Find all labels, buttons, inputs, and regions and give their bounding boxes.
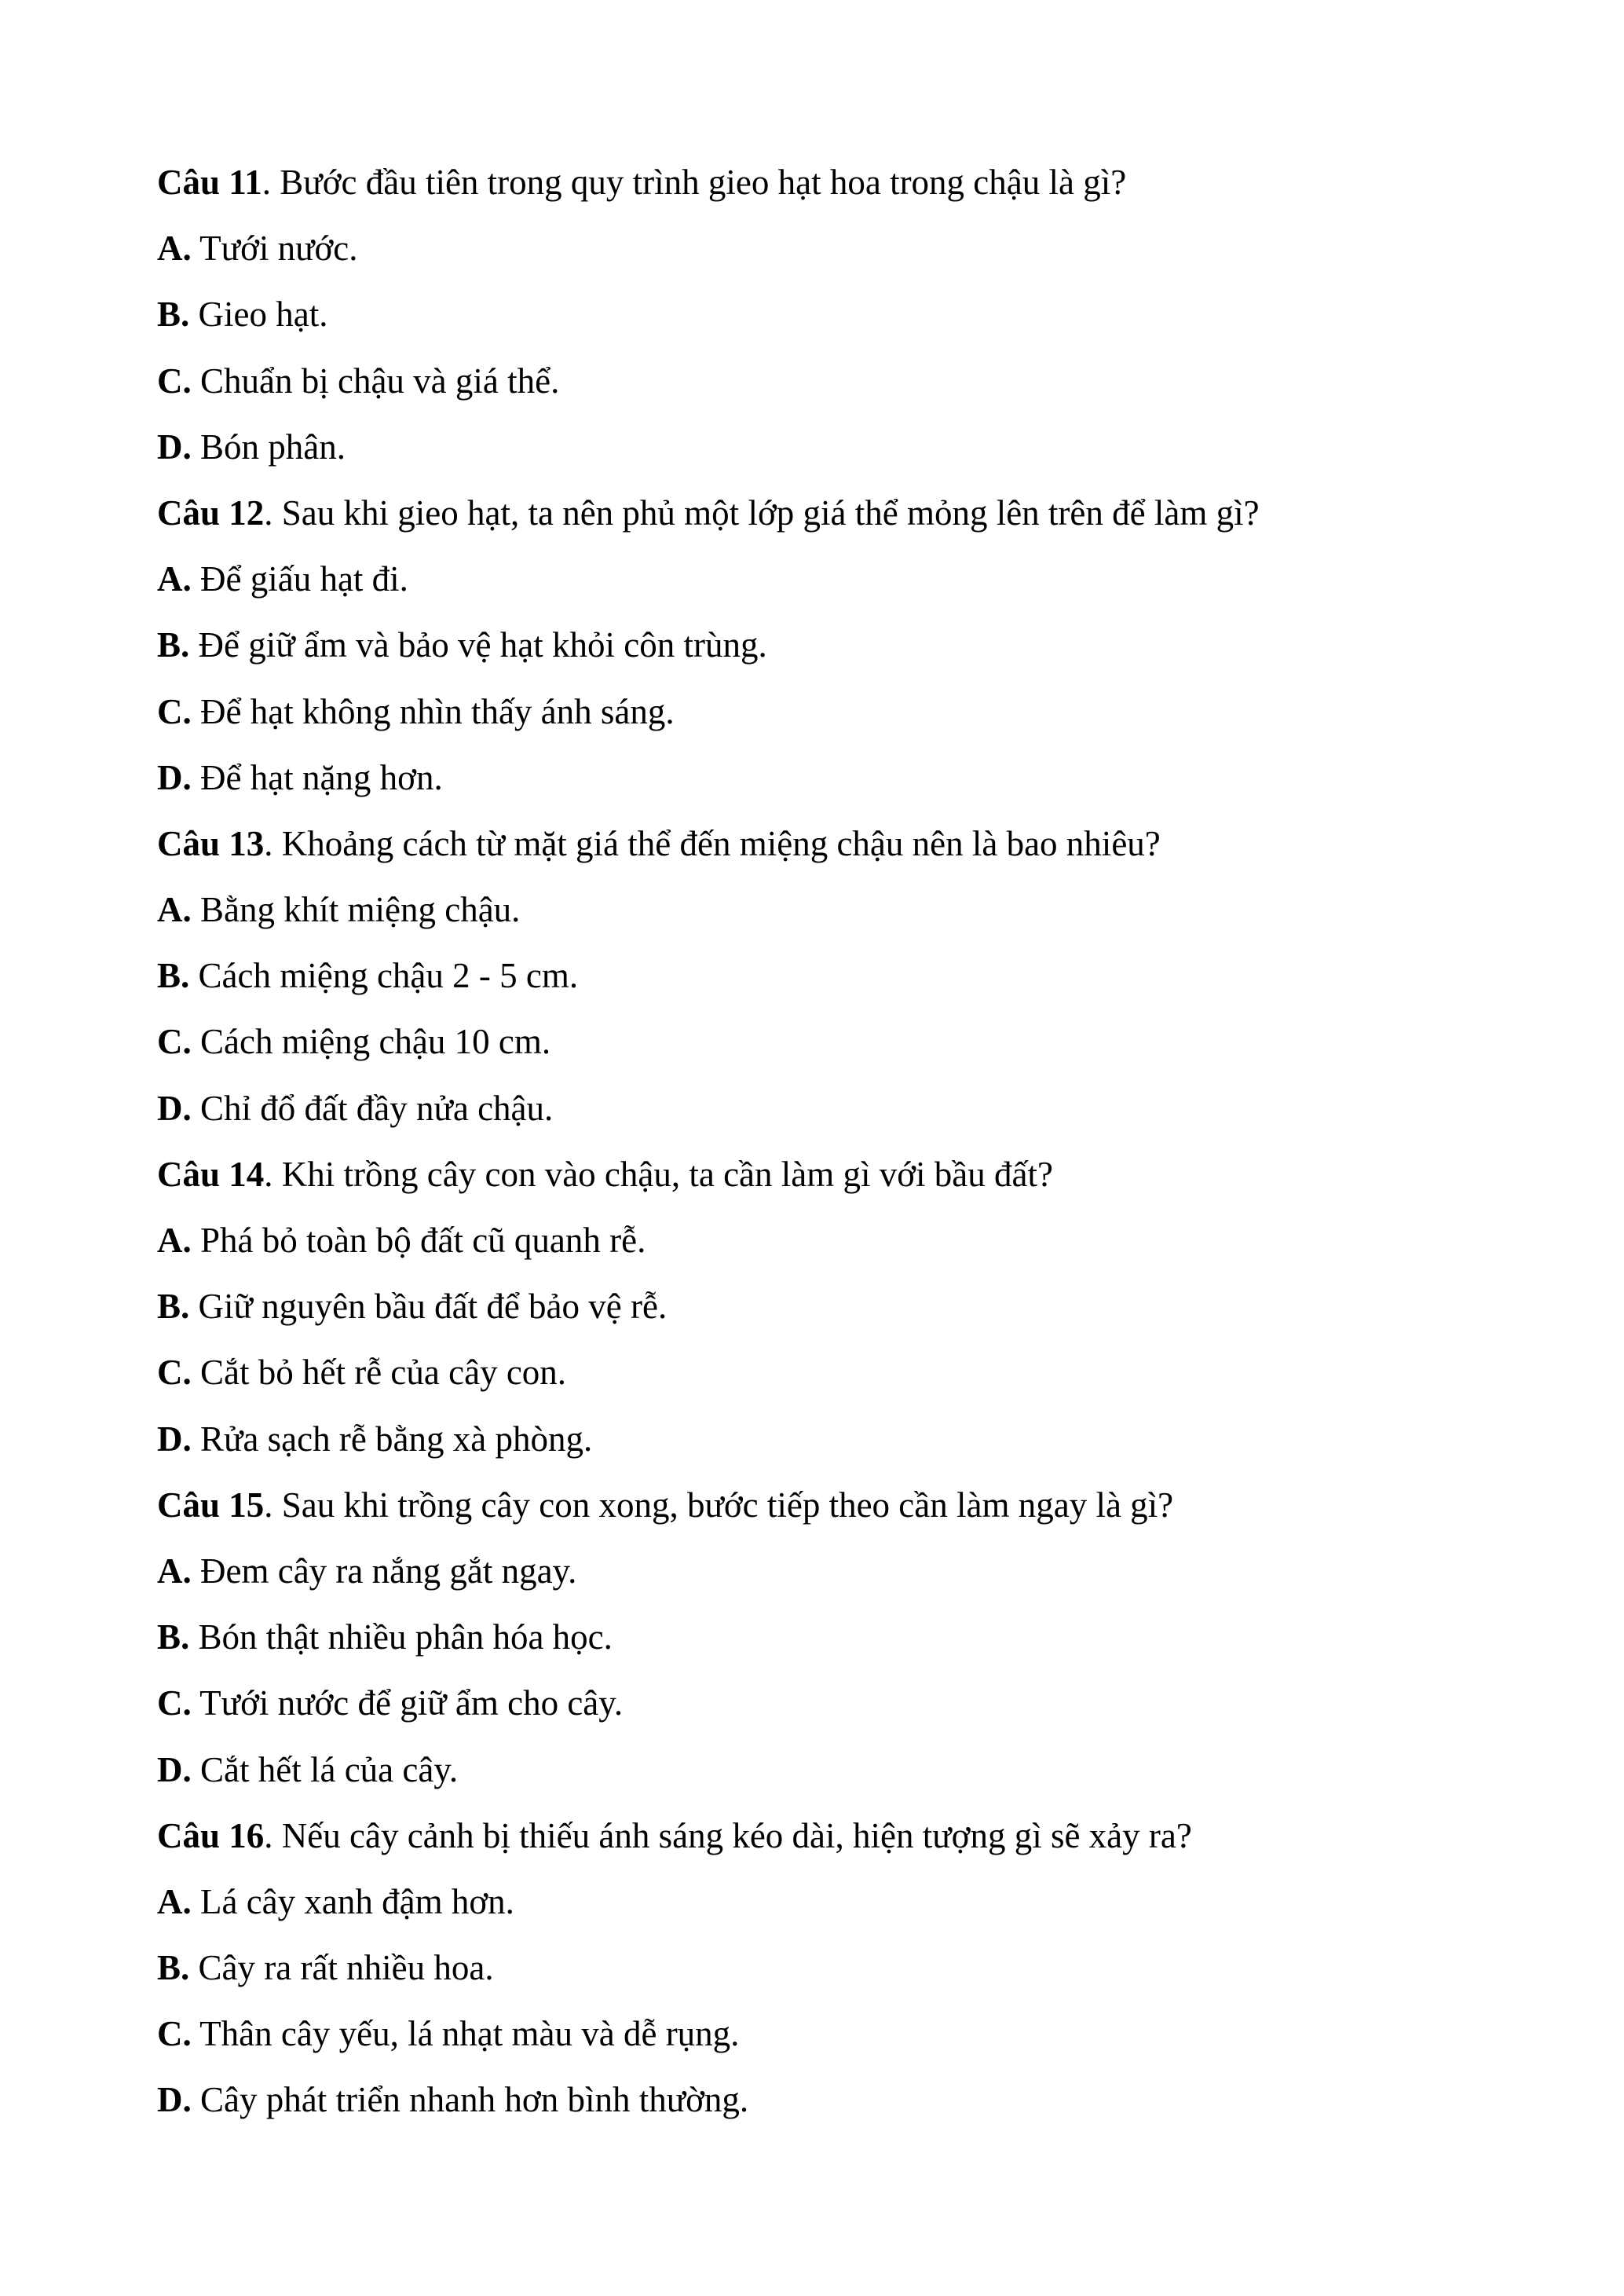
option-letter: B. [157,956,190,996]
option-text: Bón thật nhiều phân hóa học. [189,1617,613,1657]
option-letter: C. [157,2014,192,2054]
question-16 [157,1803,1492,1869]
option-letter: B. [157,295,190,335]
option-text: Đem cây ra nắng gắt ngay. [191,1551,577,1591]
question-text: . Sau khi trồng cây con xong, bước tiếp theo cần làm ngay là gì? [264,1485,1174,1525]
option-text: Bón phân. [191,427,346,467]
question-text: . Khoảng cách từ mặt giá thể đến miệng chậu nên là bao nhiêu? [264,823,1161,863]
option-d [157,1075,1492,1141]
option-text: Gieo hạt. [189,295,328,335]
question-13 [157,811,1492,877]
option-text: Giữ nguyên bầu đất để bảo vệ rễ. [189,1287,668,1327]
option-c [157,348,1492,414]
option-d [157,1406,1492,1472]
question-number: Câu 13 [157,823,265,863]
option-d [157,414,1492,480]
option-text: Để giữ ẩm và bảo vệ hạt khỏi côn trùng. [189,625,767,665]
option-letter: D. [157,427,192,467]
option-text: Rửa sạch rễ bằng xà phòng. [191,1419,593,1459]
question-14 [157,1141,1492,1207]
option-a [157,1207,1492,1273]
option-d [157,2067,1492,2133]
option-b [157,1935,1492,2001]
option-b [157,281,1492,347]
option-letter: A. [157,229,192,269]
option-letter: B. [157,1948,190,1988]
option-text: Cách miệng chậu 10 cm. [191,1022,551,1062]
option-a [157,546,1492,612]
option-text: Thân cây yếu, lá nhạt màu và dễ rụng. [191,2014,740,2054]
option-text: Tưới nước. [191,229,358,269]
option-letter: C. [157,691,192,731]
option-letter: C. [157,1353,192,1393]
option-c [157,1670,1492,1736]
option-c [157,679,1492,745]
question-text: . Nếu cây cảnh bị thiếu ánh sáng kéo dài, hiện tượng gì sẽ xảy ra? [264,1815,1192,1855]
question-number: Câu 14 [157,1154,265,1194]
option-letter: B. [157,625,190,665]
option-letter: D. [157,1419,192,1459]
option-letter: D. [157,1088,192,1128]
option-a [157,877,1492,943]
option-d [157,745,1492,811]
option-letter: A. [157,1881,192,1921]
question-number: Câu 12 [157,493,265,533]
option-letter: C. [157,1022,192,1062]
option-letter: D. [157,757,192,797]
option-letter: B. [157,1287,190,1327]
question-text: . Sau khi gieo hạt, ta nên phủ một lớp giá thể mỏng lên trên để làm gì? [264,493,1260,533]
option-text: Bằng khít miệng chậu. [191,890,521,930]
option-text: Để giấu hạt đi. [191,559,408,599]
option-b [157,1273,1492,1339]
option-text: Cắt hết lá của cây. [191,1749,459,1789]
option-b [157,1604,1492,1670]
option-text: Cây phát triển nhanh hơn bình thường. [191,2080,749,2120]
option-text: Chỉ đổ đất đầy nửa chậu. [191,1088,554,1128]
option-c [157,2001,1492,2067]
question-number: Câu 15 [157,1485,265,1525]
option-text: Tưới nước để giữ ẩm cho cây. [191,1683,624,1723]
question-number: Câu 16 [157,1815,265,1855]
option-text: Cắt bỏ hết rễ của cây con. [191,1353,567,1393]
option-text: Cây ra rất nhiều hoa. [189,1948,494,1988]
option-a [157,1869,1492,1935]
question-number: Câu 11 [157,163,262,202]
option-letter: D. [157,1749,192,1789]
option-d [157,1737,1492,1803]
option-b [157,612,1492,678]
question-12 [157,480,1492,546]
option-letter: A. [157,559,192,599]
option-text: Chuẩn bị chậu và giá thể. [191,361,560,401]
question-text: . Bước đầu tiên trong quy trình gieo hạt hoa trong chậu là gì? [262,163,1127,202]
option-letter: A. [157,1221,192,1260]
option-b [157,943,1492,1009]
question-15 [157,1472,1492,1538]
option-text: Để hạt nặng hơn. [191,757,443,797]
option-text: Lá cây xanh đậm hơn. [191,1881,514,1921]
option-c [157,1009,1492,1075]
option-c [157,1339,1492,1405]
option-letter: C. [157,361,192,401]
question-text: . Khi trồng cây con vào chậu, ta cần làm gì với bầu đất? [264,1154,1053,1194]
option-letter: A. [157,890,192,930]
option-text: Để hạt không nhìn thấy ánh sáng. [191,691,675,731]
option-a [157,1538,1492,1604]
option-letter: B. [157,1617,190,1657]
option-letter: C. [157,1683,192,1723]
option-text: Phá bỏ toàn bộ đất cũ quanh rễ. [191,1221,646,1260]
option-letter: A. [157,1551,192,1591]
option-text: Cách miệng chậu 2 - 5 cm. [189,956,579,996]
question-11 [157,149,1492,215]
option-a [157,215,1492,281]
question-sheet [157,149,1492,2133]
option-letter: D. [157,2080,192,2120]
